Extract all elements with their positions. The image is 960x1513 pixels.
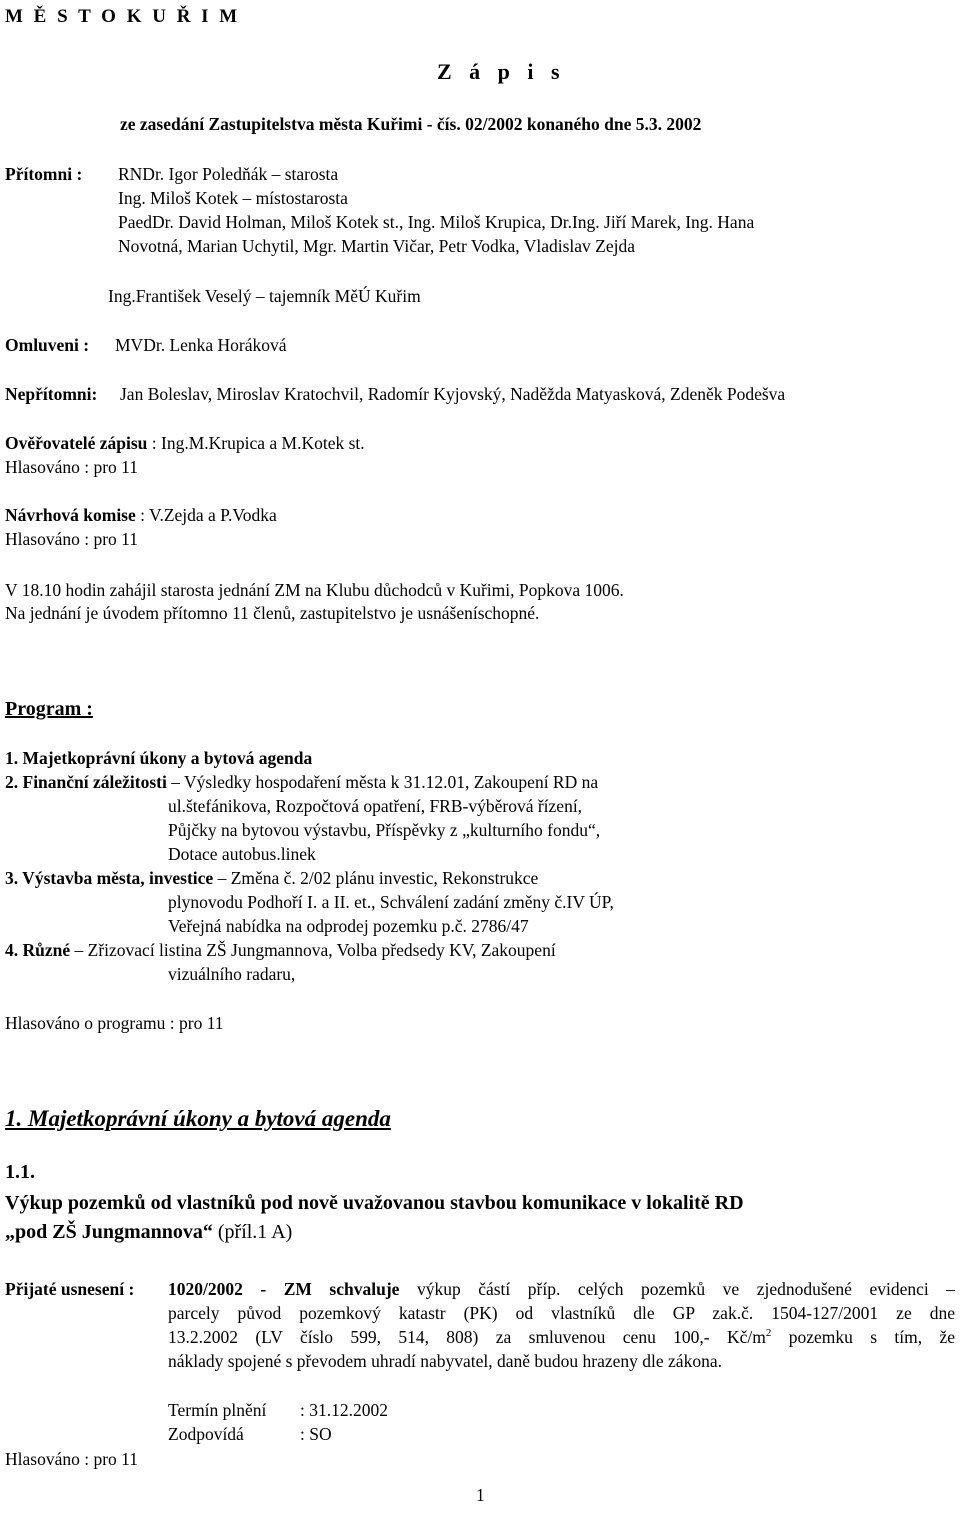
program-item-2-line: Dotace autobus.linek	[168, 844, 316, 864]
program-item-2-line: Půjčky na bytovou výstavbu, Příspěvky z „kulturního fondu“,	[168, 820, 601, 840]
opening-line: V 18.10 hodin zahájil starosta jednání ZM na Klubu důchodců v Kuřimi, Popkova 1006.	[5, 580, 624, 600]
verifiers-vote: Hlasováno : pro 11	[5, 457, 139, 477]
excused-value: MVDr. Lenka Horáková	[115, 335, 287, 355]
commission	[5, 503, 277, 527]
program-label: Program :	[5, 698, 93, 720]
absent-label: Nepřítomni:	[5, 384, 98, 404]
resolution-line-4: náklady spojené s převodem uhradí nabyvatel, daně budou hrazeny dle zákona.	[168, 1351, 722, 1371]
section-1-1-number: 1.1.	[5, 1161, 35, 1183]
resolution-label: Přijaté usnesení :	[5, 1279, 135, 1299]
resolution-line-3b: pozemku s tím, že	[788, 1327, 956, 1347]
absent-value: Jan Boleslav, Miroslav Kratochvil, Radomír Kyjovský, Naděžda Matyasková, Zdeněk Podešva	[120, 384, 786, 404]
program-item-2-line: ul.štefánikova, Rozpočtová opatření, FRB-výběrová řízení,	[168, 796, 583, 816]
resolution-number: 1020/2002 - ZM schvaluje	[168, 1279, 400, 1299]
deadline-label: Termín plnění	[168, 1400, 267, 1420]
program-item-4	[5, 938, 556, 962]
commission-label: Návrhová komise	[5, 505, 136, 525]
excused-label: Omluveni :	[5, 335, 90, 355]
program-item-3-line: Veřejná nabídka na odprodej pozemku p.č. 2786/47	[168, 916, 529, 936]
present-label: Přítomni :	[5, 164, 83, 184]
program-item-3-line: plynovodu Podhoří I. a II. et., Schválení zadání změny č.IV ÚP,	[168, 892, 614, 912]
responsible-value: : SO	[300, 1424, 332, 1444]
section-1-1-location: „pod ZŠ Jungmannova“	[5, 1221, 213, 1243]
program-item-4-title: 4. Různé	[5, 940, 71, 960]
program-item-2-title: 2. Finanční záležitosti	[5, 772, 167, 792]
page-number: 1	[476, 1485, 485, 1505]
commission-value: : V.Zejda a P.Vodka	[140, 505, 277, 525]
resolution-line-3	[168, 1325, 955, 1349]
program-item-2	[5, 770, 598, 794]
program-item-1: 1. Majetkoprávní úkony a bytová agenda	[5, 748, 313, 768]
deadline-value: : 31.12.2002	[300, 1400, 388, 1420]
document-title: Z á p i s	[437, 59, 566, 84]
program-item-4-text: – Zřizovací listina ZŠ Jungmannova, Volba předsedy KV, Zakoupení	[74, 940, 556, 960]
resolution-line-2: parcely původ pozemkový katastr (PK) od vlastníků dle GP zak.č. 1504-127/2001 ze dne	[168, 1303, 955, 1323]
document-subtitle: ze zasedání Zastupitelstva města Kuřimi - čís. 02/2002 konaného dne 5.3. 2002	[120, 114, 702, 134]
secretary: Ing.František Veselý – tajemník MěÚ Kuřim	[108, 286, 421, 306]
commission-vote: Hlasováno : pro 11	[5, 529, 139, 549]
program-item-3-text: – Změna č. 2/02 plánu investic, Rekonstrukce	[217, 868, 539, 888]
program-vote: Hlasováno o programu : pro 11	[5, 1013, 224, 1033]
resolution-line-3a: 13.2.2002 (LV číslo 599, 514, 808) za smluvenou cenu 100,- Kč/m	[168, 1327, 766, 1347]
present-line: PaedDr. David Holman, Miloš Kotek st., Ing. Miloš Krupica, Dr.Ing. Jiří Marek, Ing. Hana	[118, 212, 755, 232]
program-item-4-line: vizuálního radaru,	[168, 964, 296, 984]
verifiers	[5, 431, 365, 455]
opening-line: Na jednání je úvodem přítomno 11 členů, zastupitelstvo je usnášeníschopné.	[5, 603, 540, 623]
city-header: M Ě S T O K U Ř I M	[5, 6, 241, 27]
section-1-heading: 1. Majetkoprávní úkony a bytová agenda	[5, 1106, 391, 1131]
program-item-2-text: – Výsledky hospodaření města k 31.12.01, Zakoupení RD na	[171, 772, 599, 792]
present-line: RNDr. Igor Poledňák – starosta	[118, 164, 339, 184]
unit-superscript: 2	[765, 1327, 772, 1340]
program-item-3-title: 3. Výstavba města, investice	[5, 868, 214, 888]
present-line: Ing. Miloš Kotek – místostarosta	[118, 188, 348, 208]
resolution-line-1	[168, 1277, 955, 1301]
resolution-text: výkup částí příp. celých pozemků ve zjednodušené evidenci –	[416, 1279, 956, 1299]
present-line: Novotná, Marian Uchytil, Mgr. Martin Vičar, Petr Vodka, Vladislav Zejda	[118, 236, 636, 256]
program-item-3	[5, 866, 538, 890]
verifiers-value: : Ing.M.Krupica a M.Kotek st.	[151, 433, 365, 453]
verifiers-label: Ověřovatelé zápisu	[5, 433, 148, 453]
section-1-vote: Hlasováno : pro 11	[5, 1449, 139, 1469]
section-1-1-title-line2	[5, 1220, 292, 1244]
responsible-label: Zodpovídá	[168, 1424, 244, 1444]
section-1-1-title: Výkup pozemků od vlastníků pod nově uvažovanou stavbou komunikace v lokalitě RD	[5, 1192, 744, 1214]
section-1-1-attachment: (příl.1 A)	[217, 1221, 293, 1243]
